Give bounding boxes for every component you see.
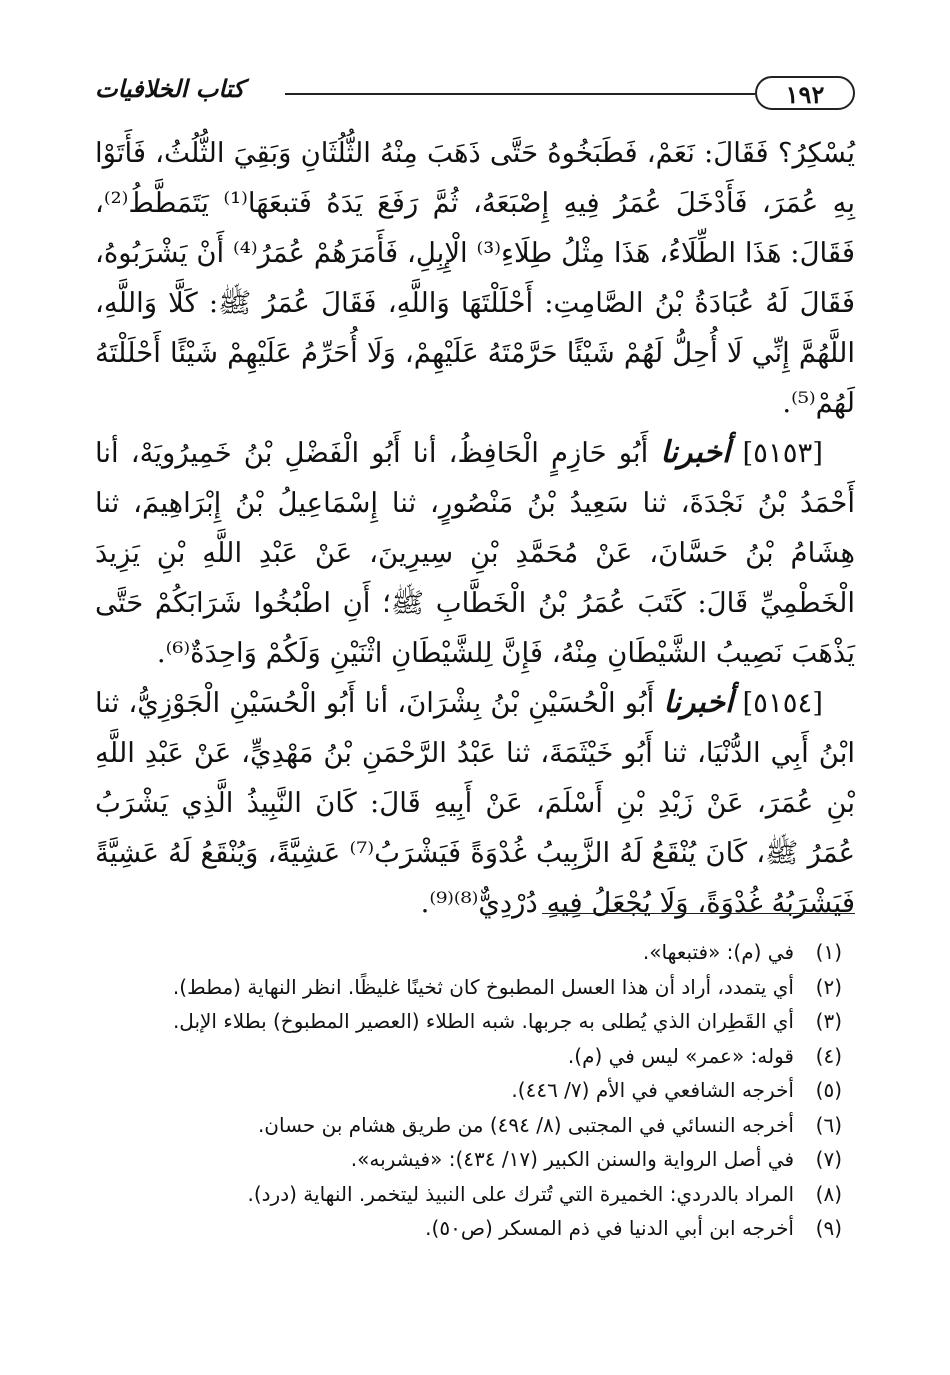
footnote-mark: (٥) bbox=[815, 1078, 842, 1102]
footnote-separator bbox=[542, 913, 855, 914]
hadith-lead-word: أخبرنا bbox=[660, 435, 731, 470]
footnote-mark: (٧) bbox=[815, 1147, 842, 1171]
hadith-number: [٥١٥٣] bbox=[742, 437, 823, 469]
footnote-mark: (٤) bbox=[815, 1043, 842, 1068]
main-text bbox=[95, 128, 855, 928]
hadith-number: [٥١٥٤] bbox=[742, 687, 823, 719]
footnote bbox=[95, 1108, 842, 1143]
header-rule bbox=[285, 93, 755, 95]
book-title: كتاب الخلافيات bbox=[95, 74, 245, 103]
footnote-text: أي يتمدد، أراد أن هذا العسل المطبوخ كان ثخينًا غليظًا. انظر النهاية (مطط). bbox=[172, 974, 794, 999]
footnote-mark: (٩) bbox=[815, 1216, 842, 1240]
footnote-mark: (٣) bbox=[815, 1009, 842, 1033]
continuation-paragraph: يُسْكِرُ؟ فَقَالَ: نَعَمْ، فَطَبَخُوهُ حَتَّى ذَهَبَ مِنْهُ الثُّلُثَانِ وَبَقِيَ الثُّلُثُ، فَأَتَوْا بِهِ عُمَرَ، فَأَدْخَلَ عُمَرُ فِيهِ إِصْبَعَهُ، ثُمَّ رَفَعَ يَدَهُ فَتبعَهَا⁽¹⁾ يَتَمَطَّطُ⁽²⁾، فَقَالَ: هَذَا الطِّلَاءُ، هَذَا مِثْلُ طِلَاءِ⁽³⁾ الْإِبِلِ، فَأَمَرَهُمْ عُمَرُ⁽⁴⁾ أَنْ يَشْرَبُوهُ، فَقَالَ لَهُ عُبَادَةُ بْنُ الصَّامِتِ: أَحْلَلْتَهَا وَاللَّهِ، فَقَالَ عُمَرُ ﷺ: كَلَّا وَاللَّهِ، اللَّهُمَّ إِنِّي لَا أُحِلُّ لَهُمْ شَيْئًا حَرَّمْتَهُ عَلَيْهِمْ، وَلَا أُحَرِّمُ عَلَيْهِمْ شَيْئًا أَحْلَلْتَهُ لَهُمْ⁽⁵⁾. bbox=[95, 137, 856, 419]
footnote-text: أي القَطِران الذي يُطلى به جربها. شبه الطلاء (العصير المطبوخ) بطلاء الإبل. bbox=[172, 1009, 794, 1033]
hadith-5153 bbox=[95, 428, 855, 678]
page-header bbox=[95, 68, 855, 118]
footnote-text: في (م): «فتبعها». bbox=[642, 940, 794, 964]
footnote bbox=[95, 1039, 842, 1074]
footnote-text: أخرجه الشافعي في الأم (٧/ ٤٤٦). bbox=[511, 1078, 794, 1102]
footnote bbox=[95, 1211, 842, 1246]
hadith-lead-word: أخبرنا bbox=[663, 685, 734, 720]
footnote bbox=[95, 1177, 842, 1212]
footnote bbox=[95, 1004, 842, 1039]
footnotes bbox=[95, 935, 842, 1246]
footnote bbox=[95, 1073, 842, 1108]
footnote bbox=[95, 935, 842, 970]
footnote-text: قوله: «عمر» ليس في (م). bbox=[567, 1043, 794, 1068]
footnote-mark: (٦) bbox=[815, 1112, 842, 1137]
footnote-text: المراد بالدردي: الخميرة التي تُترك على النبيذ ليتخمر. النهاية (درد). bbox=[247, 1181, 794, 1206]
footnote bbox=[95, 970, 842, 1005]
hadith-text: أَبُو الْحُسَيْنِ بْنُ بِشْرَانَ، أنا أَبُو الْحُسَيْنِ الْجَوْزِيُّ، ثنا ابْنُ أَبِي الدُّنْيَا، ثنا أَبُو خَيْثَمَةَ، ثنا عَبْدُ الرَّحْمَنِ بْنُ مَهْدِيٍّ، عَنْ عَبْدِ اللَّهِ بْنِ عُمَرَ، عَنْ زَيْدِ بْنِ أَسْلَمَ، عَنْ أَبِيهِ قَالَ: كَانَ النَّبِيذُ الَّذِي يَشْرَبُ عُمَرُ ﷺ، كَانَ يُنْقَعُ لَهُ الزَّبِيبُ غُدْوَةً فَيَشْرَبُ⁽⁷⁾ عَشِيَّةً، وَيُنْقَعُ لَهُ عَشِيَّةً فَيَشْرَبُهُ غُدْوَةً، وَلَا يُجْعَلُ فِيهِ دُرْدِيٌّ⁽⁸⁾⁽⁹⁾. bbox=[95, 687, 856, 919]
footnote-mark: (١) bbox=[815, 940, 842, 964]
footnote-text: أخرجه النسائي في المجتبى (٨/ ٤٩٤) من طريق هشام بن حسان. bbox=[257, 1112, 794, 1137]
page-number: ١٩٢ bbox=[755, 76, 855, 110]
footnote-mark: (٢) bbox=[815, 974, 842, 999]
footnote-text: أخرجه ابن أبي الدنيا في ذم المسكر (ص٥٠). bbox=[425, 1216, 794, 1240]
hadith-text: أَبُو حَازِمٍ الْحَافِظُ، أنا أَبُو الْفَضْلِ بْنُ خَمِيرُويَهْ، أنا أَحْمَدُ بْنُ نَجْدَةَ، ثنا سَعِيدُ بْنُ مَنْصُورٍ، ثنا إِسْمَاعِيلُ بْنُ إِبْرَاهِيمَ، ثنا هِشَامُ بْنُ حَسَّانَ، عَنْ مُحَمَّدِ بْنِ سِيرِينَ، عَنْ عَبْدِ اللَّهِ بْنِ يَزِيدَ الْخَطْمِيِّ قَالَ: كَتَبَ عُمَرُ بْنُ الْخَطَّابِ ﷺ؛ أَنِ اطْبُخُوا شَرَابَكُمْ حَتَّى يَذْهَبَ نَصِيبُ الشَّيْطَانِ مِنْهُ، فَإِنَّ لِلشَّيْطَانِ اثْنَيْنِ وَلَكُمْ وَاحِدَةٌ⁽⁶⁾. bbox=[95, 437, 855, 669]
hadith-5154 bbox=[95, 678, 855, 928]
footnote-text: في أصل الرواية والسنن الكبير (١٧/ ٤٣٤): «فيشربه». bbox=[350, 1147, 794, 1171]
footnote-mark: (٨) bbox=[815, 1181, 842, 1206]
footnote bbox=[95, 1142, 842, 1177]
